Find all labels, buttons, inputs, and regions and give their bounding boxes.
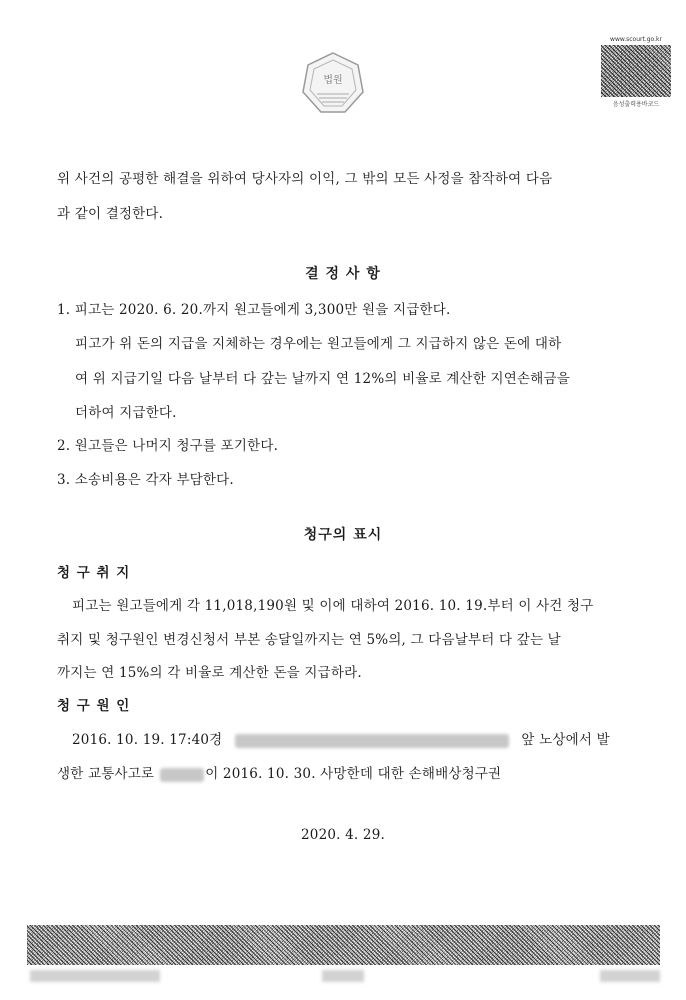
seal-label: 법원 [323, 75, 343, 86]
claim-purpose-line-3: 까지는 연 15%의 각 비율로 계산한 돈을 지급하라. [57, 665, 362, 681]
footer-redacted-left [30, 970, 160, 982]
decision-date: 2020. 4. 29. [301, 827, 385, 843]
decision-heading: 결 정 사 항 [305, 266, 381, 282]
redacted-name [160, 768, 204, 782]
intro-line-1: 위 사건의 공평한 해결을 위하여 당사자의 이익, 그 밖의 모든 사정을 참작하여 다음 [57, 171, 553, 187]
court-seal-icon [300, 50, 366, 116]
footer-barcode-band [27, 925, 660, 965]
claim-cause-datetime: 2016. 10. 19. 17:40경 [72, 732, 223, 748]
footer-redacted-page-number [322, 970, 364, 982]
redacted-location [235, 734, 509, 748]
claim-purpose-heading: 청 구 취 지 [57, 565, 131, 581]
claim-cause-line-2 [57, 765, 501, 783]
claim-cause-heading: 청 구 원 인 [57, 698, 131, 714]
decision-item-1-cont-3: 더하여 지급한다. [75, 405, 177, 421]
claim-purpose-line-2: 취지 및 청구원인 변경신청서 부본 송달일까지는 연 5%의, 그 다음날부터 다 갚는 날 [57, 632, 561, 648]
decision-item-1-cont-1: 피고가 위 돈의 지급을 지체하는 경우에는 원고들에게 그 지급하지 않은 돈에 대하 [75, 336, 562, 352]
decision-item-1-cont-2: 여 위 지급기일 다음 날부터 다 갚는 날까지 연 12%의 비율로 계산한 지연손해금을 [75, 371, 570, 387]
claim-cause-line-1-tail: 앞 노상에서 발 [521, 732, 610, 748]
court-website-url: www.scourt.go.kr [610, 36, 662, 43]
voice-output-barcode [601, 45, 671, 97]
claims-heading: 청구의 표시 [303, 527, 383, 543]
footer-redacted-right [600, 970, 660, 982]
claim-cause-line-2-tail: 이 2016. 10. 30. 사망한데 대한 손해배상청구권 [205, 766, 502, 782]
claim-purpose-line-1: 피고는 원고들에게 각 11,018,190원 및 이에 대하여 2016. 10. 19.부터 이 사건 청구 [72, 598, 594, 614]
decision-item-3: 3. 소송비용은 각자 부담한다. [57, 472, 234, 488]
intro-line-2: 과 같이 결정한다. [57, 206, 164, 222]
decision-item-2: 2. 원고들은 나머지 청구를 포기한다. [57, 438, 279, 454]
barcode-caption: 음성출력용바코드 [612, 101, 660, 108]
claim-cause-line-2-head: 생한 교통사고로 [57, 766, 155, 782]
claim-cause-line-1 [72, 731, 610, 749]
decision-item-1: 1. 피고는 2020. 6. 20.까지 원고들에게 3,300만 원을 지급한다. [57, 302, 451, 318]
